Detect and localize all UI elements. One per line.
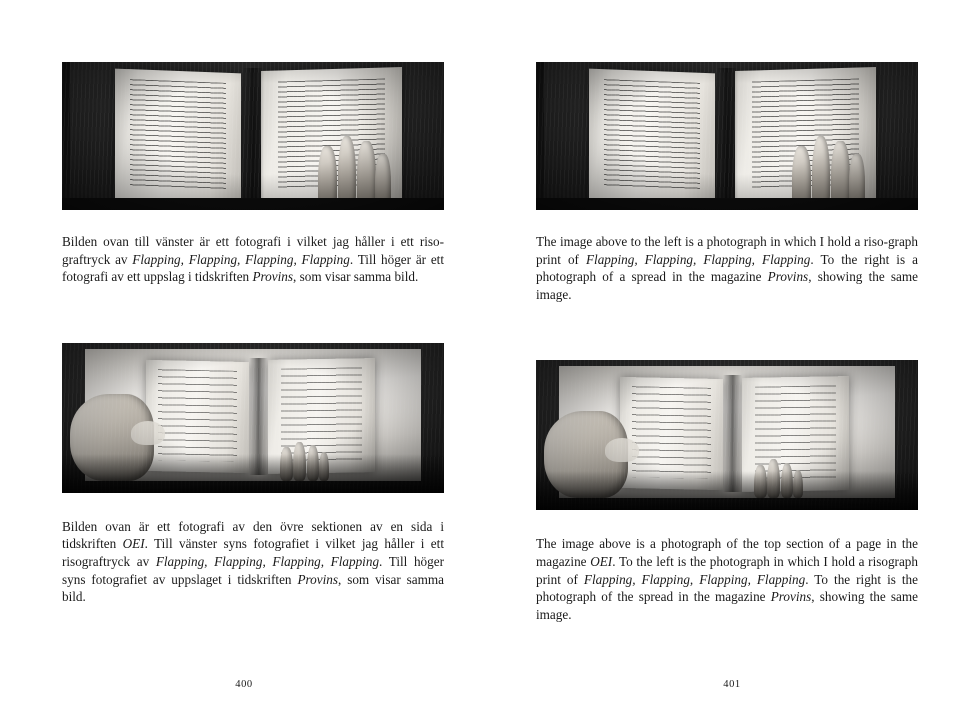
caption-text-run: The image above is a photograph of the top section of a page in the magazine [536,536,918,569]
photograph-hand-holding-risograph-print [62,62,444,210]
caption-text-run: . To the right is the photograph of the spread in the magazine [536,571,918,605]
caption-italic-run: Flapping, Flapping, Flapping, Flapping [155,553,380,569]
photo-bottom-shadow [536,471,918,510]
caption-text-run: . Till höger är ett fotografi av ett uppslag i tidskriften [62,251,444,285]
caption-text-run: , showing the same image. [536,269,918,302]
caption-italic-run: OEI [122,536,145,552]
caption-italic-run: Flapping, Flapping, Flapping, Flapping [585,251,811,267]
photo-bottom-band [62,198,444,210]
figure-block-2-right [536,360,918,623]
photo-bottom-shadow [62,454,444,493]
caption-text-run: Bilden ovan är ett fotografi av den övre sektionen av en sida i tidskriften [62,518,444,552]
caption-italic-run: Provins [767,269,809,285]
caption-2-left [62,518,444,606]
photograph-hand-holding-risograph-print [536,62,918,210]
caption-text-run: , som visar samma bild. [293,269,419,285]
caption-text-run: . To the right is a photograph of a spread in the magazine [536,251,918,285]
hand-holding-print [318,136,391,204]
page-right [488,0,976,724]
caption-text-run: . Till höger syns fotografiet av uppslaget i tidskriften [62,553,444,587]
caption-1-left [62,233,444,286]
caption-text-run: The image above to the left is a photograph in which I hold a riso-graph print of [536,234,918,267]
figure-block-2-left [62,343,444,606]
caption-italic-run: Provins [770,589,812,605]
caption-text-run: Bilden ovan till vänster är ett fotografi i vilket jag håller i ett riso-graftryck av [62,234,444,267]
caption-text-run: , som visar samma bild. [62,571,444,605]
caption-1-right [536,233,918,303]
folio-right: 401 [723,679,741,690]
caption-italic-run: Flapping, Flapping, Flapping, Flapping [132,251,350,267]
photo-bottom-band [536,198,918,210]
figure-block-1-right [536,62,918,303]
figure-block-1-left [62,62,444,286]
caption-text-run: . Till vänster syns fotografiet i vilket jag håller i ett risograftryck av [62,536,444,569]
caption-italic-run: Flapping, Flapping, Flapping, Flapping [583,571,806,587]
folio-left: 400 [235,679,253,690]
caption-text-run: , showing the same image. [536,589,918,622]
caption-italic-run: Provins [297,571,338,587]
caption-italic-run: OEI [590,553,613,569]
hand-holding-print [792,136,865,204]
photograph-top-section-of-page-in-oei [536,360,918,510]
caption-italic-run: Provins [252,269,293,285]
caption-2-right [536,535,918,623]
photograph-top-section-of-page-in-oei [62,343,444,493]
caption-text-run: . To the left is the photograph in which I hold a risograph print of [536,553,918,587]
